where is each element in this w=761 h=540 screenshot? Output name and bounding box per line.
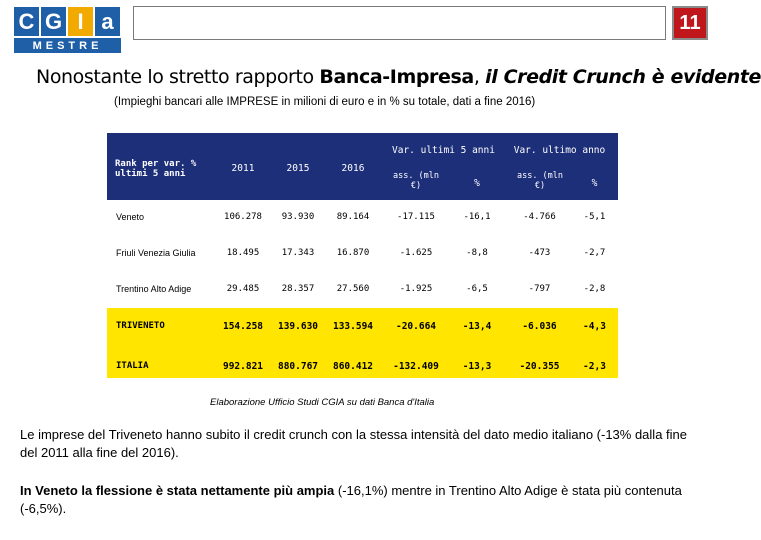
cell: 106.278	[224, 212, 262, 222]
cell: 154.258	[222, 321, 264, 332]
paragraph: Le imprese del Triveneto hanno subito il credit crunch con la stessa intensità del dato medio italiano (-13% dalla fine del 2011 alla fine del 2016).	[20, 427, 687, 460]
cell: -13,3	[462, 361, 492, 372]
data-table	[107, 133, 618, 378]
year-header: 2011	[231, 163, 255, 174]
table-row	[107, 236, 618, 272]
cell: -13,4	[462, 321, 492, 332]
source-note: Elaborazione Ufficio Studi CGIA su dati Banca d'Italia	[210, 397, 435, 408]
slide-title: Nonostante lo stretto rapporto Banca-Impresa, il Credit Crunch è evidente	[36, 66, 761, 88]
table-header	[107, 133, 618, 200]
table-row-total	[107, 349, 618, 385]
logo-letter: I	[68, 7, 93, 36]
cell: 992.821	[222, 361, 264, 372]
cell: -20.355	[519, 361, 560, 372]
cell: 89.164	[336, 212, 370, 222]
cell: 139.630	[277, 321, 319, 332]
pct-header: %	[474, 178, 480, 189]
table-row	[107, 272, 618, 308]
logo-letter: C	[14, 7, 39, 36]
cell: -6,5	[466, 284, 488, 294]
group-header-1y: Var. ultimo anno	[513, 145, 606, 156]
cell: -4,3	[583, 321, 606, 332]
cgia-logo	[14, 7, 121, 54]
cell: -2,7	[583, 248, 606, 258]
cell: 880.767	[277, 361, 319, 372]
cell: -797	[528, 284, 551, 294]
table-row-total	[107, 309, 618, 345]
row-name: Friuli Venezia Giulia	[116, 248, 196, 258]
cell: -6.036	[522, 321, 557, 332]
year-header: 2015	[286, 163, 310, 174]
cell: 16.870	[336, 248, 370, 258]
year-header: 2016	[341, 163, 365, 174]
pct-header: %	[591, 178, 598, 189]
abs-header: ass. (mln €)	[516, 171, 564, 191]
row-name: Veneto	[116, 212, 145, 222]
cell: -1.625	[399, 248, 433, 258]
cell: 860.412	[332, 361, 374, 372]
cell: -8,8	[466, 248, 488, 258]
cell: -2,3	[583, 361, 606, 372]
rank-header: Rank per var. % ultimi 5 anni	[115, 159, 197, 179]
cell: 93.930	[281, 212, 315, 222]
cell: 27.560	[336, 284, 370, 294]
cell: -473	[528, 248, 551, 258]
cell: -16,1	[463, 212, 491, 222]
cell: 18.495	[226, 248, 260, 258]
page-number: 11	[672, 6, 708, 40]
cell: -1.925	[399, 284, 433, 294]
row-name: TRIVENETO	[116, 321, 165, 331]
paragraph: In Veneto la flessione è stata nettamente più ampia (-16,1%) mentre in Trentino Alto Adige è stata più contenuta (-6,5%).	[20, 483, 682, 516]
group-header-5y: Var. ultimi 5 anni	[392, 145, 495, 156]
logo-letter: a	[95, 7, 120, 36]
cell: 17.343	[281, 248, 315, 258]
logo-letter: G	[41, 7, 66, 36]
cell: -132.409	[393, 361, 439, 372]
cell: 28.357	[281, 284, 315, 294]
cell: -5,1	[583, 212, 606, 222]
cell: -2,8	[583, 284, 606, 294]
cell: 133.594	[332, 321, 374, 332]
table-row	[107, 200, 618, 236]
cell: 29.485	[226, 284, 260, 294]
cell: -17.115	[397, 212, 435, 222]
cell: -4.766	[523, 212, 556, 222]
row-name: Trentino Alto Adige	[116, 284, 192, 294]
logo-city: MESTRE	[14, 38, 121, 53]
header-bar	[133, 6, 666, 40]
cell: -20.664	[395, 321, 437, 332]
abs-header: ass. (mln €)	[392, 171, 440, 191]
slide-subtitle: (Impieghi bancari alle IMPRESE in milioni di euro e in % su totale, dati a fine 2016)	[114, 96, 536, 108]
row-name: ITALIA	[116, 361, 149, 371]
